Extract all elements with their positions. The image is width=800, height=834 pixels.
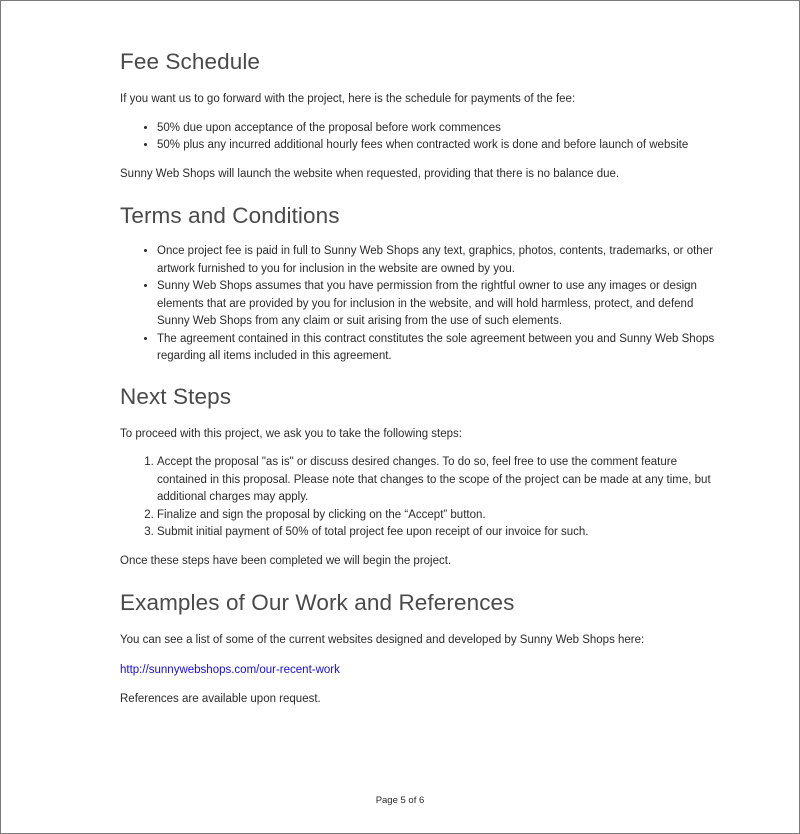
examples-closing: References are available upon request. — [120, 693, 321, 705]
terms-list — [120, 243, 720, 366]
next-steps-list — [120, 454, 720, 542]
next-steps-closing: Once these steps have been completed we will begin the project. — [120, 554, 452, 567]
page-content — [120, 47, 720, 709]
fee-schedule-heading: Fee Schedule — [120, 49, 261, 74]
terms-item: • Sunny Web Shops assumes that you have permission from the rightful owner to use any images or design elements that are provided by you for inclusion in the website, and will hold harmless, protect, and defend Sunny Web Shops from any claim or suit arising from the use of such elements. — [157, 278, 720, 331]
next-steps-section — [120, 382, 720, 571]
terms-item: • The agreement contained in this contract constitutes the sole agreement between you and Sunny Web Shops regarding all items included in this agreement. — [157, 331, 720, 366]
fee-schedule-section — [120, 47, 720, 183]
terms-item: • Once project fee is paid in full to Sunny Web Shops any text, graphics, photos, contents, trademarks, or other artwork furnished to you for inclusion in the website are owned by you. — [157, 243, 720, 278]
fee-schedule-intro: If you want us to go forward with the project, here is the schedule for payments of the fee: — [120, 93, 576, 105]
fee-schedule-closing: Sunny Web Shops will launch the website when requested, providing that there is no balance due. — [120, 167, 620, 180]
examples-link-paragraph — [120, 662, 720, 680]
fee-schedule-item: • 50% due upon acceptance of the proposal before work commences — [157, 120, 720, 138]
next-steps-heading: Next Steps — [120, 383, 232, 409]
recent-work-link[interactable]: http://sunnywebshops.com/our-recent-work — [120, 663, 340, 676]
terms-heading: Terms and Conditions — [120, 203, 340, 228]
examples-heading: Examples of Our Work and References — [120, 590, 515, 615]
terms-section — [120, 201, 720, 366]
fee-schedule-item: • 50% plus any incurred additional hourly fees when contracted work is done and before launch of website — [157, 137, 720, 155]
next-steps-item: 3. Submit initial payment of 50% of total project fee upon receipt of our invoice for such. — [157, 524, 720, 542]
next-steps-item: 1. Accept the proposal "as is" or discuss desired changes. To do so, feel free to use the comment feature contained in this proposal. Please note that changes to the scope of the project can be made at any time, but additional charges may apply. — [157, 454, 720, 507]
examples-intro: You can see a list of some of the current websites designed and developed by Sunny Web Shops here: — [120, 634, 645, 646]
examples-section — [120, 588, 720, 709]
next-steps-intro: To proceed with this project, we ask you to take the following steps: — [120, 427, 462, 440]
fee-schedule-list — [120, 120, 720, 155]
page-number-footer: Page 5 of 6 — [375, 795, 425, 806]
next-steps-item: 2. Finalize and sign the proposal by clicking on the “Accept” button. — [157, 507, 720, 525]
